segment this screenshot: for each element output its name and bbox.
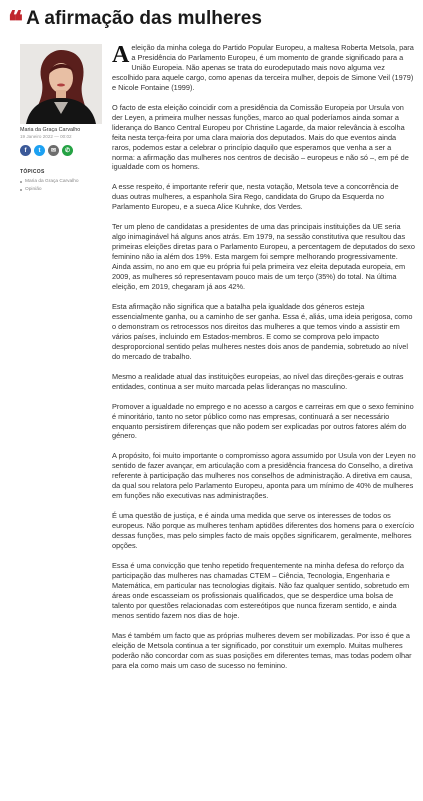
article-paragraph-10: Essa é uma convicção que tenho repetido frequentemente na minha defesa do reforço da participação das mulheres nas chamadas CTEM – Ciência, Tecnologia, Engenharia e Matemática, em particular nas tecnologias digitais. Não faz qualquer sentido, sobretudo em áreas onde escasseiam os profissionais qualificados, que se desperdice uma bolsa de talento por questões relacionadas com estereótipos que nunca fizeram sentido, e ainda menos sentido fazem nos dias de hoje. (112, 560, 410, 620)
bullet-icon (20, 189, 22, 191)
article-paragraph-2: O facto de esta eleição coincidir com a presidência da Comissão Europeia por Ursula von der Leyen, a primeira mulher nessas funções, marco ao qual poderíamos ainda somar a liderança do Banco Central Europeu por Christine Lagarde, da maior relevância à escolha feita nesta terça-feira por uma clara maioria dos deputados. Mais do que eventos ainda raros, podemos estar a celebrar o princípio daquilo que esperamos que venha a ser a norma: a afirmação das mulheres nos centros de decisão – europeus e não só –, em pé de igualdade com os homens. (112, 102, 409, 172)
topic-item[interactable] (20, 178, 102, 186)
article-paragraph-4: Ter um pleno de candidatas a presidentes de uma das principais instituições da UE seria algo inimaginável há alguns anos atrás. Em 1979, na sessão constitutiva que resultou das primeiras eleições diretas para o Parlamento Europeu, a percentagem de deputados do sexo feminino não ia além dos 19%. Esta margem foi sempre melhorando progressivamente. Ainda assim, no ano em que eu própria fui pela primeira vez eleita deputada europeia, em 2009, as mulheres só representavam pouco mais de um terço (35%) do total. Na última eleição, em 2019, chegaram já aos 42%. (112, 222, 415, 292)
twitter-icon[interactable]: t (34, 145, 45, 156)
topic-link-author[interactable]: Maria da Graça Carvalho (25, 179, 79, 184)
drop-cap: A (112, 42, 130, 68)
article-paragraph-3: A esse respeito, é importante referir que, nesta votação, Metsola teve a concorrência de duas outras mulheres, a espanhola Sira Rego, candidata do Grupo da Esquerda no Parlamento Europeu, e a sueca Alice Kuhnke, dos Verdes. (112, 182, 399, 212)
article-date: 19 Janeiro 2022 — 00:02 (20, 134, 72, 139)
article-paragraph-7: Promover a igualdade no emprego e no acesso a cargos e carreiras em que o sexo feminino é minoritário, tanto no setor público como nas empresas, continuará a ser necessário enquanto persistirem diferenças que não podem ser explicadas por outros fatores além do género. (112, 401, 414, 441)
email-icon[interactable]: ✉ (48, 145, 59, 156)
article-paragraph-11: Mas é também um facto que as próprias mulheres devem ser mobilizadas. Por isso é que a eleição de Metsola continua a ter significado, por constituir um exemplo. Muitas mulheres poderão não concordar com as suas posições em diferentes temas, mas todas podem olhar para ela como mais um caso de sucesso no feminino. (112, 630, 412, 670)
author-name[interactable]: Maria da Graça Carvalho (20, 127, 81, 133)
topics-list (20, 178, 102, 194)
opinion-quote-icon: ❝ (8, 5, 22, 38)
topic-item[interactable] (20, 186, 102, 194)
author-photo (20, 44, 102, 124)
article-paragraph-8: A propósito, foi muito importante o compromisso agora assumido por Usula von der Leyen no sentido de fazer avançar, em articulação com a presidência francesa do Conselho, a diretiva referente à participação das mulheres nos conselhos de administração. A diretiva em causa, da qual sou relatora pelo Parlamento Europeu, aponta para um mínimo de 40% de mulheres em funções não executivas nas administrações. (112, 451, 416, 501)
whatsapp-icon[interactable]: ✆ (62, 145, 73, 156)
title-bar (8, 5, 262, 38)
author-sidebar (20, 44, 102, 194)
article-paragraph-5: Esta afirmação não significa que a batalha pela igualdade dos géneros esteja essencialmente ganha, ou a caminho de ser ganha. Essa é, aliás, uma ideia perigosa, como o demonstram os retrocessos nos direitos das mulheres a que temos vindo a assistir em vários países, incluindo em Estados-membros. E como se comprova pelo impacto desproporcional sentido pelas mulheres nestes dois anos de pandemia, sobretudo ao nível do mercado de trabalho. (112, 301, 413, 361)
paragraph-text: eleição da minha colega do Partido Popular Europeu, a maltesa Roberta Metsola, para a Presidência do Parlamento Europeu, é um momento de grande significado para a União Europeia. Não apenas se trata do eurodeputado mais novo alguma vez escolhido para aquele cargo, como apenas da terceira mulher, depois de Simone Veil (1979) e Nicole Fontaine (1999). (112, 43, 414, 92)
article-body (112, 43, 416, 681)
facebook-icon[interactable]: f (20, 145, 31, 156)
article-paragraph-6: Mesmo a realidade atual das instituições europeias, ao nível das direções-gerais e outras entidades, continua a ser muito marcada pelas lideranças no masculino. (112, 371, 404, 391)
topics-heading: TÓPICOS (20, 169, 45, 175)
topic-link-opinion[interactable]: Opinião (25, 187, 42, 192)
author-portrait-image (20, 44, 102, 124)
article-title: A afirmação das mulheres (26, 8, 262, 29)
share-buttons (20, 145, 102, 156)
bullet-icon (20, 181, 22, 183)
article-paragraph-1 (112, 43, 416, 93)
article-paragraph-9: É uma questão de justiça, e é ainda uma medida que serve os interesses de todos os europeus. Não porque as mulheres tenham aptidões diferentes dos homens para o exercício dessas funções, mas pelo simples facto de mais opções significarem, geralmente, melhores opções. (112, 511, 415, 551)
